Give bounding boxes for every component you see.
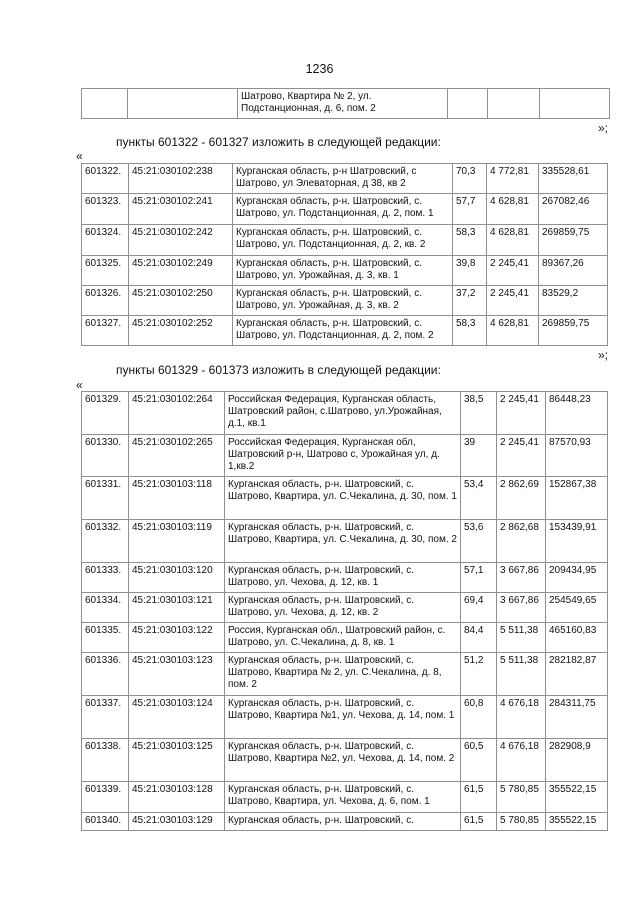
cell-cadastral: 45:21:030103:122 [129, 623, 225, 653]
cell-address: Российская Федерация, Курганская обл, Шатровский р-н, Шатрово с, Урожайная ул, д. 1,кв.2 [225, 435, 461, 477]
cell-rate: 3 667,86 [497, 563, 546, 593]
cell-num: 601329. [82, 392, 129, 435]
cell-value: 282908,9 [546, 739, 608, 782]
cell-area: 70,3 [453, 164, 487, 194]
cell-value [540, 89, 610, 119]
cell-num: 601332. [82, 520, 129, 563]
cell-cadastral: 45:21:030103:119 [129, 520, 225, 563]
cell-num: 601331. [82, 477, 129, 520]
cell-cadastral: 45:21:030103:121 [129, 593, 225, 623]
cell-num: 601323. [82, 194, 129, 225]
cell-address: Курганская область, р-н. Шатровский, с. Шатрово, Квартира, ул. С.Чекалина, д. 30, пом. 1 [225, 477, 461, 520]
section2-rows [82, 392, 608, 831]
cell-rate: 3 667,86 [497, 593, 546, 623]
cell-rate: 2 862,69 [497, 477, 546, 520]
cell-num: 601333. [82, 563, 129, 593]
section2-heading: пункты 601329 - 601373 изложить в следующей редакции: [116, 363, 441, 377]
cell-area: 38,5 [461, 392, 497, 435]
table-row [82, 813, 608, 831]
table-row [82, 89, 610, 119]
cell-address: Курганская область, р-н Шатровский, с Шатрово, ул Элеваторная, д 38, кв 2 [233, 164, 453, 194]
cell-cadastral: 45:21:030103:118 [129, 477, 225, 520]
cell-address: Курганская область, р-н. Шатровский, с. Шатрово, Квартира № 2, ул. С.Чекалина, д. 8, пом. 2 [225, 653, 461, 696]
cell-address: Курганская область, р-н. Шатровский, с. Шатрово, Квартира, ул. Чехова, д. 6, пом. 1 [225, 782, 461, 813]
cell-num: 601339. [82, 782, 129, 813]
cell-cadastral: 45:21:030102:265 [129, 435, 225, 477]
cell-address: Курганская область, р-н. Шатровский, с. Шатрово, ул. Урожайная, д. 3, кв. 1 [233, 256, 453, 286]
cell-area: 61,5 [461, 813, 497, 831]
cell-cadastral: 45:21:030103:128 [129, 782, 225, 813]
cell-cadastral: 45:21:030103:123 [129, 653, 225, 696]
section1-table [81, 163, 608, 346]
opening-quote: « [76, 149, 83, 163]
cell-value: 355522,15 [546, 782, 608, 813]
cell-cadastral: 45:21:030103:129 [129, 813, 225, 831]
closing-quote: »; [598, 121, 609, 135]
table-row [82, 392, 608, 435]
cell-rate: 4 628,81 [487, 316, 539, 346]
cell-rate: 4 772,81 [487, 164, 539, 194]
cell-num: 601325. [82, 256, 129, 286]
cell-cadastral: 45:21:030102:242 [129, 225, 233, 256]
cell-rate: 5 780,85 [497, 813, 546, 831]
table-row [82, 739, 608, 782]
cell-num: 601322. [82, 164, 129, 194]
table-row [82, 782, 608, 813]
table-row [82, 520, 608, 563]
continuation-table [81, 88, 610, 119]
table-row [82, 593, 608, 623]
cell-address: Курганская область, р-н. Шатровский, с. [225, 813, 461, 831]
cell-num: 601330. [82, 435, 129, 477]
cell-rate: 4 676,18 [497, 696, 546, 739]
cell-num [82, 89, 128, 119]
cell-value: 284311,75 [546, 696, 608, 739]
cell-rate: 2 245,41 [497, 435, 546, 477]
cell-address: Курганская область, р-н. Шатровский, с. Шатрово, ул. Подстанционная, д. 2, пом. 1 [233, 194, 453, 225]
table-row [82, 194, 608, 225]
cell-value: 269859,75 [539, 225, 608, 256]
cell-rate: 4 628,81 [487, 194, 539, 225]
cell-address: Российская Федерация, Курганская область, Шатровский район, с.Шатрово, ул.Урожайная, д.1, кв.1 [225, 392, 461, 435]
cell-rate: 2 245,41 [487, 256, 539, 286]
cell-area: 53,6 [461, 520, 497, 563]
closing-quote: »; [598, 348, 609, 362]
cell-area: 60,8 [461, 696, 497, 739]
cell-rate: 5 511,38 [497, 623, 546, 653]
cell-cadastral: 45:21:030102:249 [129, 256, 233, 286]
cell-area: 84,4 [461, 623, 497, 653]
cell-value: 87570,93 [546, 435, 608, 477]
cell-area: 60,5 [461, 739, 497, 782]
table-row [82, 164, 608, 194]
cell-num: 601337. [82, 696, 129, 739]
cell-num: 601338. [82, 739, 129, 782]
cell-cadastral: 45:21:030102:241 [129, 194, 233, 225]
cell-num: 601334. [82, 593, 129, 623]
cell-rate: 2 245,41 [487, 286, 539, 316]
cell-cadastral: 45:21:030102:252 [129, 316, 233, 346]
cell-rate: 5 780,85 [497, 782, 546, 813]
cell-address: Курганская область, р-н. Шатровский, с. Шатрово, ул. Подстанционная, д. 2, кв. 2 [233, 225, 453, 256]
cell-area: 69,4 [461, 593, 497, 623]
cell-area: 57,7 [453, 194, 487, 225]
cell-num: 601326. [82, 286, 129, 316]
cell-num: 601336. [82, 653, 129, 696]
cell-address: Курганская область, р-н. Шатровский, с. Шатрово, ул. Чехова, д. 12, кв. 1 [225, 563, 461, 593]
cell-address: Курганская область, р-н. Шатровский, с. Шатрово, ул. Подстанционная, д. 2, пом. 2 [233, 316, 453, 346]
cell-area: 58,3 [453, 225, 487, 256]
cell-cadastral: 45:21:030103:125 [129, 739, 225, 782]
cell-area: 39,8 [453, 256, 487, 286]
table-row [82, 696, 608, 739]
cell-rate: 5 511,38 [497, 653, 546, 696]
cell-cadastral: 45:21:030102:264 [129, 392, 225, 435]
cell-value: 152867,38 [546, 477, 608, 520]
section1-heading: пункты 601322 - 601327 изложить в следующей редакции: [116, 135, 441, 149]
cell-value: 465160,83 [546, 623, 608, 653]
cell-num: 601335. [82, 623, 129, 653]
table-row [82, 623, 608, 653]
page-number: 1236 [305, 62, 334, 76]
cell-cadastral [128, 89, 238, 119]
cell-area [448, 89, 488, 119]
table-row [82, 477, 608, 520]
cell-address: Шатрово, Квартира № 2, ул. Подстанционная, д. 6, пом. 2 [238, 89, 448, 119]
cell-address: Курганская область, р-н. Шатровский, с. Шатрово, ул. Чехова, д. 12, кв. 2 [225, 593, 461, 623]
cell-address: Курганская область, р-н. Шатровский, с. Шатрово, ул. Урожайная, д. 3, кв. 2 [233, 286, 453, 316]
cell-area: 37,2 [453, 286, 487, 316]
cell-value: 254549,65 [546, 593, 608, 623]
cell-cadastral: 45:21:030102:238 [129, 164, 233, 194]
table-row [82, 653, 608, 696]
table-row [82, 256, 608, 286]
cell-value: 282182,87 [546, 653, 608, 696]
cell-area: 51,2 [461, 653, 497, 696]
cell-rate: 2 245,41 [497, 392, 546, 435]
table-row [82, 286, 608, 316]
cell-address: Курганская область, р-н. Шатровский, с. Шатрово, Квартира №1, ул. Чехова, д. 14, пом. 1 [225, 696, 461, 739]
cell-value: 335528,61 [539, 164, 608, 194]
cell-address: Курганская область, р-н. Шатровский, с. Шатрово, Квартира, ул. С.Чекалина, д. 30, пом. 2 [225, 520, 461, 563]
cell-value: 267082,46 [539, 194, 608, 225]
section1-rows [82, 164, 608, 346]
cell-rate: 2 862,68 [497, 520, 546, 563]
cell-value: 355522,15 [546, 813, 608, 831]
table-row [82, 225, 608, 256]
cell-cadastral: 45:21:030102:250 [129, 286, 233, 316]
table-row [82, 563, 608, 593]
cell-num: 601340. [82, 813, 129, 831]
section2-table [81, 391, 608, 831]
cell-cadastral: 45:21:030103:120 [129, 563, 225, 593]
cell-address: Россия, Курганская обл., Шатровский район, с. Шатрово, ул. С.Чекалина, д. 8, кв. 1 [225, 623, 461, 653]
cell-area: 57,1 [461, 563, 497, 593]
cell-area: 53,4 [461, 477, 497, 520]
cell-address: Курганская область, р-н. Шатровский, с. Шатрово, Квартира №2, ул. Чехова, д. 14, пом. 2 [225, 739, 461, 782]
cell-rate [488, 89, 540, 119]
cell-value: 209434,95 [546, 563, 608, 593]
cell-rate: 4 676,18 [497, 739, 546, 782]
cell-rate: 4 628,81 [487, 225, 539, 256]
cell-area: 39 [461, 435, 497, 477]
cell-area: 61,5 [461, 782, 497, 813]
cell-value: 83529,2 [539, 286, 608, 316]
table-row [82, 316, 608, 346]
cell-value: 89367,26 [539, 256, 608, 286]
cell-area: 58,3 [453, 316, 487, 346]
cell-num: 601324. [82, 225, 129, 256]
cell-num: 601327. [82, 316, 129, 346]
cell-value: 153439,91 [546, 520, 608, 563]
cell-value: 86448,23 [546, 392, 608, 435]
opening-quote: « [76, 378, 83, 392]
cell-cadastral: 45:21:030103:124 [129, 696, 225, 739]
table-row [82, 435, 608, 477]
cell-value: 269859,75 [539, 316, 608, 346]
